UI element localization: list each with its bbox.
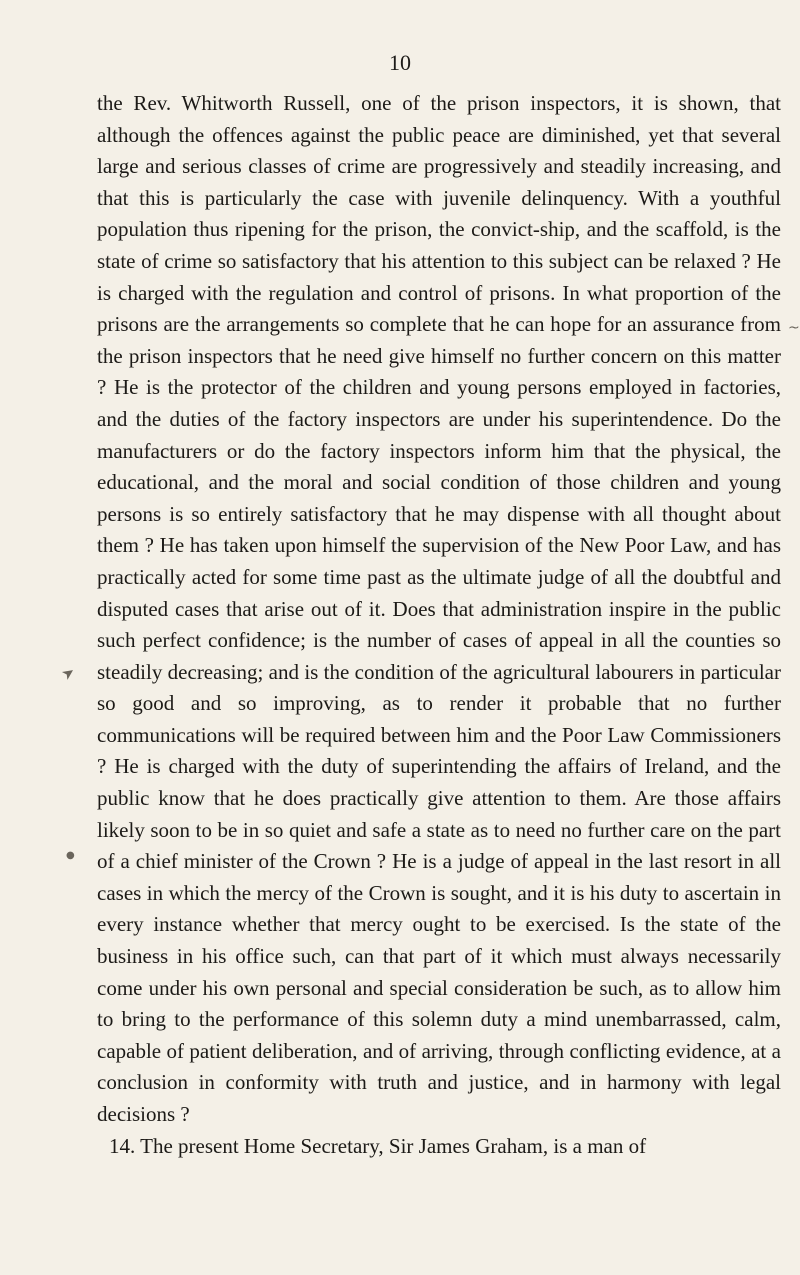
margin-mark-arrow-icon: ➤	[57, 662, 79, 684]
margin-mark-dot-icon: ●	[66, 850, 75, 861]
paragraph-1: the Rev. Whitworth Russell, one of the prison inspectors, it is shown, that although the offences against the public peace are diminished, yet that several large and serious classes of crime are progressively and steadily increasing, and that this is particularly the case with juvenile delinquency. With a youthful population thus ripening for the prison, the convict-ship, and the scaffold, is the state of crime so satisfactory that his attention to this subject can be relaxed ? He is charged with the regulation and control of prisons. In what proportion of the prisons are the arrangements so complete that he can hope for an assurance from the prison inspectors that he need give himself no further concern on this matter ? He is the protector of the children and young persons employed in factories, and the duties of the factory inspectors are under his superintendence. Do the manufacturers or do the factory inspectors inform him that the physical, the educational, and the moral and social condition of those children and young persons is so entirely satisfactory that he may dispense with all thought about them ? He has taken upon himself the supervision of the New Poor Law, and has practically acted for some time past as the ultimate judge of all the doubtful and disputed cases that arise out of it. Does that administration inspire in the public such perfect confidence; is the number of cases of appeal in all the counties so steadily decreasing; and is the condition of the agricultural labourers in particular so good and so improving, as to render it probable that no further communications will be required between him and the Poor Law Commissioners ? He is charged with the duty of superintending the affairs of Ireland, and the public know that he does practically give attention to them. Are those affairs likely soon to be in so quiet and safe a state as to need no further care on the part of a chief minister of the Crown ? He is a judge of appeal in the last resort in all cases in which the mercy of the Crown is sought, and it is his duty to ascertain in every instance whether that mercy ought to be exercised. Is the state of the business in his office such, can that part of it which must always necessarily come under his own personal and special consideration be such, as to allow him to bring to the performance of this solemn duty a mind unembarrassed, calm, capable of patient deliberation, and of arriving, through conflicting evidence, at a conclusion in conformity with truth and justice, and in harmony with legal decisions ?	[97, 91, 781, 1126]
body-text	[97, 88, 781, 1162]
margin-mark-tilde: ~	[788, 320, 800, 336]
page-number: 10	[389, 50, 411, 75]
paragraph-2: 14. The present Home Secretary, Sir James Graham, is a man of	[109, 1133, 647, 1158]
